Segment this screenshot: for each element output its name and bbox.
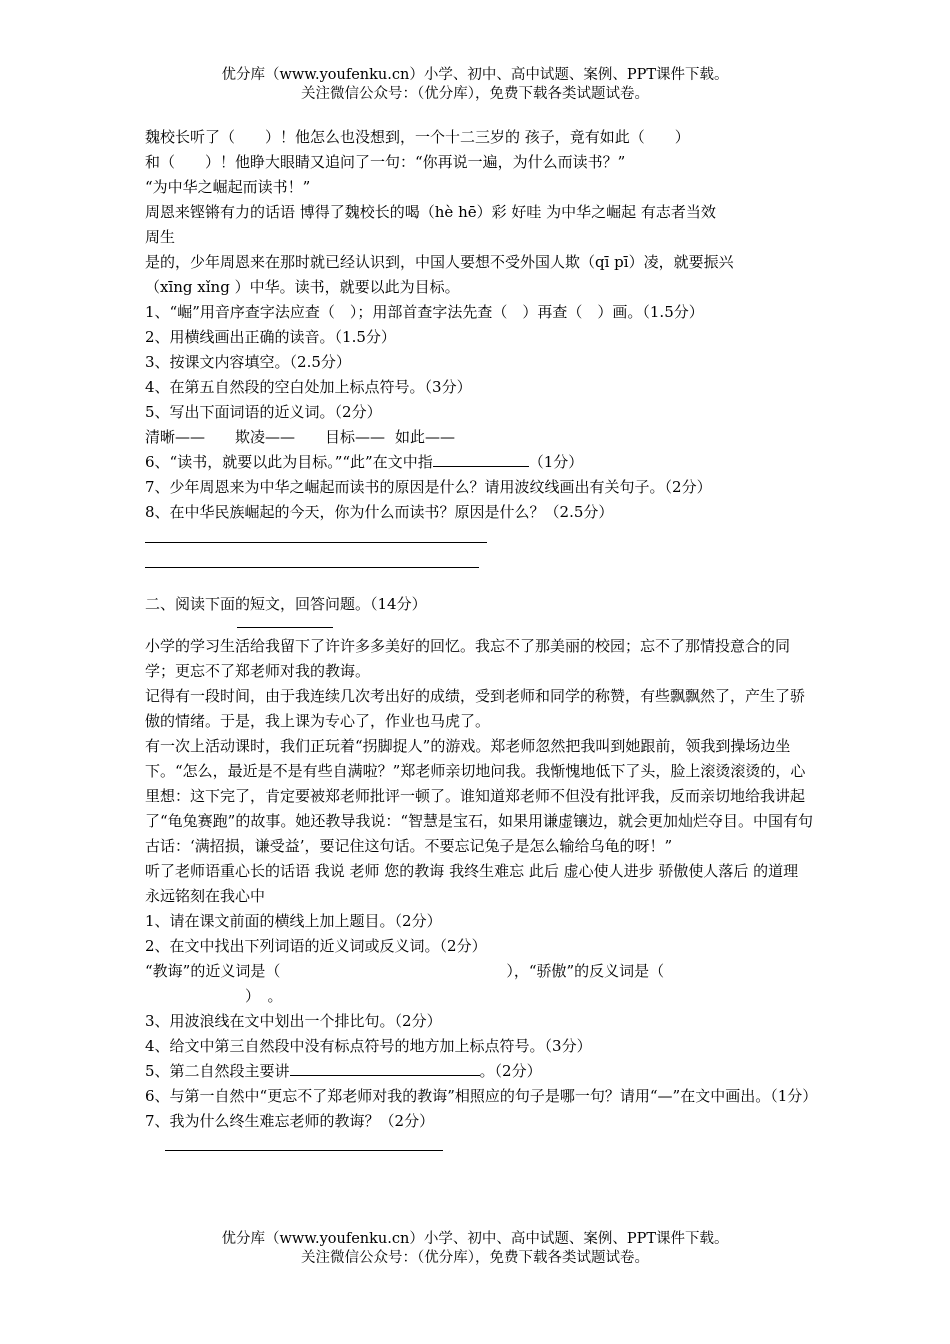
word-qingxi: 清晰——: [145, 428, 206, 446]
header-line-1: 优分库（www.youfenku.cn）小学、初中、高中试题、案例、PPT课件下载。: [221, 67, 729, 83]
passage1-line-4: 周恩来铿锵有力的话语 博得了魏校长的喝（hè hē）彩 好哇 为中华之崛起 有志者当效: [145, 203, 716, 221]
page-footer: [0, 1230, 950, 1268]
answer-blank[interactable]: [290, 1059, 480, 1076]
passage2-para-1: 小学的学习生活给我留下了许许多多美好的回忆。我忘不了那美丽的校园；忘不了那情投意合的同学；更忘不了郑老师对我的教诲。: [145, 637, 791, 680]
question-1-3: 3、按课文内容填空。（2.5分）: [145, 353, 351, 371]
page-header: [0, 66, 950, 104]
word-qiling: 欺凌——: [235, 428, 296, 446]
question-2-7: 7、我为什么终生难忘老师的教诲？（2分）: [145, 1112, 435, 1130]
question-2-2-fill: “教诲”的近义词是（ ），“骄傲”的反义词是（: [145, 962, 665, 980]
question-1-1: 1、“崛”用音序查字法应查（ ）；用部首查字法先查（ ）再查（ ）画。（1.5分）: [145, 303, 704, 321]
passage2-para-2: 记得有一段时间，由于我连续几次考出好的成绩，受到老师和同学的称赞，有些飘飘然了，产生了骄傲的情绪。于是，我上课为专心了，作业也马虎了。: [145, 687, 806, 730]
footer-line-1: 优分库（www.youfenku.cn）小学、初中、高中试题、案例、PPT课件下载。: [221, 1231, 729, 1247]
question-1-8: 8、在中华民族崛起的今天，你为什么而读书？原因是什么？（2.5分）: [145, 503, 614, 521]
question-1-5: 5、写出下面词语的近义词。（2分）: [145, 403, 382, 421]
question-2-6: 6、与第一自然中“更忘不了郑老师对我的教诲”相照应的句子是哪一句？请用“—”在文中画出。（1分）: [145, 1087, 818, 1105]
question-2-2: 2、在文中找出下列词语的近义词或反义词。（2分）: [145, 937, 487, 955]
question-1-2: 2、用横线画出正确的读音。（1.5分）: [145, 328, 396, 346]
passage1-line-7: （xīng xǐng ）中华。读书，就要以此为目标。: [145, 278, 460, 296]
word-rugci: 如此——: [395, 428, 456, 446]
question-2-2-fill-end: ） 。: [245, 987, 283, 1005]
header-line-2: 关注微信公众号：（优分库），免费下载各类试题试卷。: [301, 86, 649, 102]
passage1-line-3: “为中华之崛起而读书！”: [145, 178, 311, 196]
passage1-line-1: 魏校长听了（ ）！他怎么也没想到，一个十二三岁的 孩子，竟有如此（ ）: [145, 128, 690, 146]
footer-line-2: 关注微信公众号：（优分库），免费下载各类试题试卷。: [301, 1250, 649, 1266]
question-2-4: 4、给文中第三自然段中没有标点符号的地方加上标点符号。（3分）: [145, 1037, 592, 1055]
passage1-line-6: 是的，少年周恩来在那时就已经认识到，中国人要想不受外国人欺（qī pī）凌，就要振兴: [145, 253, 734, 271]
word-mubiao: 目标——: [325, 428, 386, 446]
question-1-4: 4、在第五自然段的空白处加上标点符号。（3分）: [145, 378, 472, 396]
passage1-line-2: 和（ ）！他睁大眼睛又追问了一句：“你再说一遍，为什么而读书？”: [145, 153, 626, 171]
passage1-line-5: 周生: [145, 228, 176, 246]
question-1-6: 6、“读书，就要以此为目标。”“此”在文中指 （1分）: [145, 450, 813, 475]
answer-line-3[interactable]: [165, 1150, 443, 1151]
question-2-5: 5、第二自然段主要讲 。（2分）: [145, 1059, 813, 1084]
passage2-para-4: 听了老师语重心长的话语 我说 老师 您的教诲 我终生难忘 此后 虚心使人进步 骄傲使人落后 的道理永远铭刻在我心中: [145, 862, 799, 905]
synonym-words: [145, 425, 813, 450]
question-1-7: 7、少年周恩来为中华之崛起而读书的原因是什么？请用波纹线画出有关句子。（2分）: [145, 478, 712, 496]
passage2-para-3: 有一次上活动课时，我们正玩着“拐脚捉人”的游戏。郑老师忽然把我叫到她跟前，领我到操场边坐下。“怎么，最近是不是有些自满啦？”郑老师亲切地问我。我惭愧地低下了头，脸上滚烫滚烫的，心里想：这下完了，肯定要被郑老师批评一顿了。谁知道郑老师不但没有批评我，反而亲切地给我讲起了“龟兔赛跑”的故事。她还教导我说：“智慧是宝石，如果用谦虚镶边，就会更加灿烂夺目。中国有句古话：‘满招损，谦受益’，要记住这句话。不要忘记兔子是怎么输给乌龟的呀！”: [145, 737, 814, 855]
answer-blank[interactable]: [433, 450, 529, 467]
document-body: [145, 125, 818, 1151]
part2-heading: 二、阅读下面的短文，回答问题。（14分）: [145, 595, 427, 613]
question-2-1: 1、请在课文前面的横线上加上题目。（2分）: [145, 912, 442, 930]
question-2-3: 3、用波浪线在文中划出一个排比句。（2分）: [145, 1012, 442, 1030]
